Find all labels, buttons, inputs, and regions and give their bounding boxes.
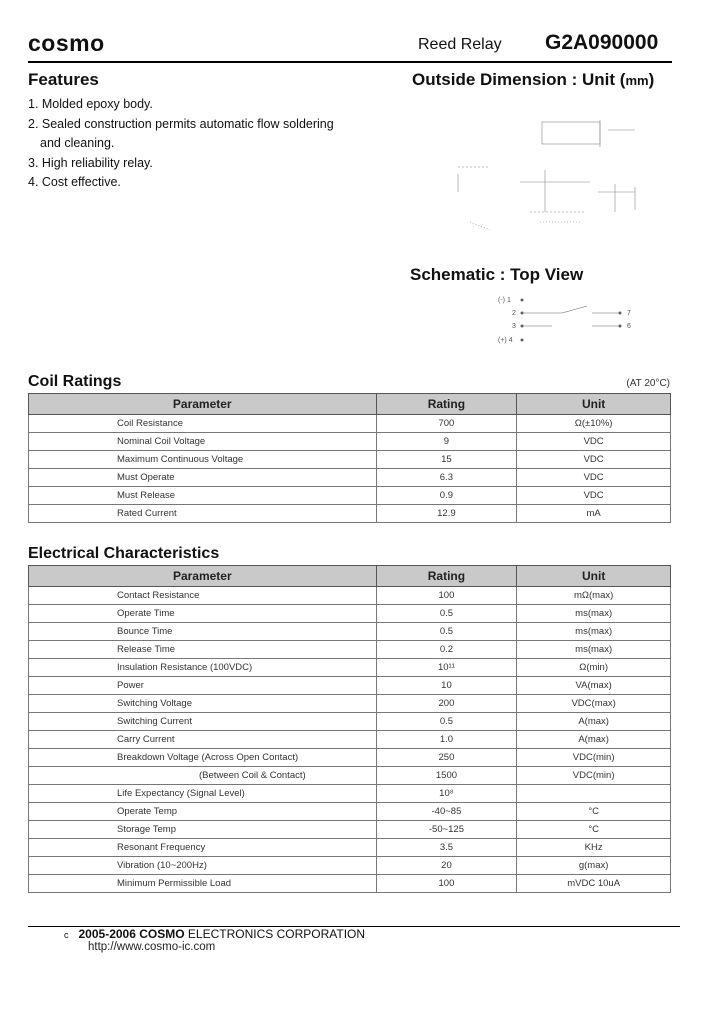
website-link[interactable]: http://www.cosmo-ic.com bbox=[88, 941, 216, 953]
table-row bbox=[29, 641, 671, 659]
copyright-symbol: c bbox=[64, 930, 69, 940]
value-cell bbox=[517, 785, 671, 803]
pin-label: 6 bbox=[627, 323, 631, 330]
feature-item: 1. Molded epoxy body. bbox=[28, 97, 153, 111]
value-cell: 10¹¹ bbox=[376, 659, 517, 677]
feature-item: 2. Sealed construction permits automatic flow soldering and cleaning. bbox=[28, 116, 334, 150]
parameter-cell: Resonant Frequency bbox=[29, 839, 377, 857]
value-cell: 100 bbox=[376, 875, 517, 893]
value-cell: mΩ(max) bbox=[517, 587, 671, 605]
table-row bbox=[29, 749, 671, 767]
value-cell: 700 bbox=[376, 415, 517, 433]
table-row bbox=[29, 731, 671, 749]
copyright-notice bbox=[64, 927, 365, 941]
electrical-characteristics-title: Electrical Characteristics bbox=[28, 545, 220, 562]
pin-label: (-) 1 bbox=[498, 297, 511, 304]
value-cell: VDC(max) bbox=[517, 695, 671, 713]
temperature-note: (AT 20°C) bbox=[626, 378, 670, 389]
column-header: Parameter bbox=[29, 566, 377, 587]
value-cell: VDC bbox=[517, 433, 671, 451]
value-cell: A(max) bbox=[517, 713, 671, 731]
column-header: Rating bbox=[376, 394, 517, 415]
schematic-drawing bbox=[492, 292, 642, 348]
parameter-cell: Coil Resistance bbox=[29, 415, 377, 433]
table-row bbox=[29, 433, 671, 451]
column-header: Unit bbox=[517, 566, 671, 587]
table-row bbox=[29, 587, 671, 605]
value-cell: VDC bbox=[517, 487, 671, 505]
table-row bbox=[29, 605, 671, 623]
table-header-row bbox=[29, 394, 671, 415]
table-row bbox=[29, 659, 671, 677]
value-cell: 0.2 bbox=[376, 641, 517, 659]
company-logo: cosmo bbox=[28, 30, 105, 56]
parameter-cell: Minimum Permissible Load bbox=[29, 875, 377, 893]
value-cell: °C bbox=[517, 803, 671, 821]
column-header: Unit bbox=[517, 394, 671, 415]
table-header-row bbox=[29, 566, 671, 587]
part-number: G2A090000 bbox=[545, 31, 659, 54]
dimension-drawing bbox=[450, 112, 670, 242]
value-cell: 250 bbox=[376, 749, 517, 767]
value-cell: g(max) bbox=[517, 857, 671, 875]
parameter-cell: Operate Time bbox=[29, 605, 377, 623]
parameter-cell: Breakdown Voltage (Across Open Contact) bbox=[29, 749, 377, 767]
table-row bbox=[29, 785, 671, 803]
parameter-cell: Operate Temp bbox=[29, 803, 377, 821]
value-cell: 1.0 bbox=[376, 731, 517, 749]
header-divider bbox=[28, 61, 672, 63]
table-row bbox=[29, 713, 671, 731]
value-cell: A(max) bbox=[517, 731, 671, 749]
value-cell: 100 bbox=[376, 587, 517, 605]
parameter-cell: (Between Coil & Contact) bbox=[29, 767, 377, 785]
value-cell: VDC(min) bbox=[517, 749, 671, 767]
value-cell: mA bbox=[517, 505, 671, 523]
table-row bbox=[29, 469, 671, 487]
value-cell: Ω(±10%) bbox=[517, 415, 671, 433]
value-cell: 0.5 bbox=[376, 713, 517, 731]
value-cell: VDC(min) bbox=[517, 767, 671, 785]
coil-ratings-title: Coil Ratings bbox=[28, 373, 122, 390]
value-cell: 6.3 bbox=[376, 469, 517, 487]
parameter-cell: Insulation Resistance (100VDC) bbox=[29, 659, 377, 677]
parameter-cell: Storage Temp bbox=[29, 821, 377, 839]
pin-label: 3 bbox=[512, 323, 516, 330]
value-cell: °C bbox=[517, 821, 671, 839]
value-cell: 0.9 bbox=[376, 487, 517, 505]
table-row bbox=[29, 505, 671, 523]
coil-ratings-table bbox=[28, 393, 671, 523]
parameter-cell: Vibration (10~200Hz) bbox=[29, 857, 377, 875]
pin-label: (+) 4 bbox=[498, 337, 513, 344]
table-row bbox=[29, 623, 671, 641]
value-cell: 9 bbox=[376, 433, 517, 451]
pin-label: 2 bbox=[512, 310, 516, 317]
value-cell: -40~85 bbox=[376, 803, 517, 821]
features-list bbox=[28, 95, 388, 193]
table-row bbox=[29, 839, 671, 857]
parameter-cell: Maximum Continuous Voltage bbox=[29, 451, 377, 469]
table-row bbox=[29, 415, 671, 433]
value-cell: -50~125 bbox=[376, 821, 517, 839]
table-row bbox=[29, 875, 671, 893]
feature-item: 3. High reliability relay. bbox=[28, 155, 153, 170]
table-row bbox=[29, 767, 671, 785]
value-cell: 12.9 bbox=[376, 505, 517, 523]
value-cell: VDC bbox=[517, 451, 671, 469]
table-row bbox=[29, 803, 671, 821]
schematic-title: Schematic : Top View bbox=[410, 265, 584, 284]
value-cell: 1500 bbox=[376, 767, 517, 785]
column-header: Rating bbox=[376, 566, 517, 587]
company-name: ELECTRONICS CORPORATION bbox=[184, 927, 366, 941]
value-cell: mVDC 10uA bbox=[517, 875, 671, 893]
parameter-cell: Carry Current bbox=[29, 731, 377, 749]
pin-label: 7 bbox=[627, 310, 631, 317]
parameter-cell: Rated Current bbox=[29, 505, 377, 523]
value-cell: ms(max) bbox=[517, 641, 671, 659]
electrical-characteristics-table bbox=[28, 565, 671, 893]
copyright-years: 2005-2006 COSMO bbox=[78, 927, 185, 941]
table-row bbox=[29, 857, 671, 875]
parameter-cell: Bounce Time bbox=[29, 623, 377, 641]
parameter-cell: Release Time bbox=[29, 641, 377, 659]
value-cell: 10⁸ bbox=[376, 785, 517, 803]
parameter-cell: Switching Current bbox=[29, 713, 377, 731]
parameter-cell: Nominal Coil Voltage bbox=[29, 433, 377, 451]
parameter-cell: Must Release bbox=[29, 487, 377, 505]
value-cell: KHz bbox=[517, 839, 671, 857]
product-type: Reed Relay bbox=[418, 36, 502, 53]
value-cell: 15 bbox=[376, 451, 517, 469]
parameter-cell: Life Expectancy (Signal Level) bbox=[29, 785, 377, 803]
table-row bbox=[29, 451, 671, 469]
value-cell: 3.5 bbox=[376, 839, 517, 857]
table-row bbox=[29, 695, 671, 713]
features-title: Features bbox=[28, 70, 99, 89]
parameter-cell: Power bbox=[29, 677, 377, 695]
value-cell: 0.5 bbox=[376, 605, 517, 623]
value-cell: 0.5 bbox=[376, 623, 517, 641]
value-cell: VDC bbox=[517, 469, 671, 487]
value-cell: VA(max) bbox=[517, 677, 671, 695]
value-cell: ms(max) bbox=[517, 623, 671, 641]
value-cell: Ω(min) bbox=[517, 659, 671, 677]
parameter-cell: Must Operate bbox=[29, 469, 377, 487]
parameter-cell: Switching Voltage bbox=[29, 695, 377, 713]
value-cell: ms(max) bbox=[517, 605, 671, 623]
parameter-cell: Contact Resistance bbox=[29, 587, 377, 605]
outside-dimension-title: Outside Dimension : Unit (mm) bbox=[412, 70, 655, 89]
table-row bbox=[29, 677, 671, 695]
value-cell: 10 bbox=[376, 677, 517, 695]
value-cell: 200 bbox=[376, 695, 517, 713]
value-cell: 20 bbox=[376, 857, 517, 875]
table-row bbox=[29, 821, 671, 839]
table-row bbox=[29, 487, 671, 505]
column-header: Parameter bbox=[29, 394, 377, 415]
feature-item: 4. Cost effective. bbox=[28, 175, 121, 189]
